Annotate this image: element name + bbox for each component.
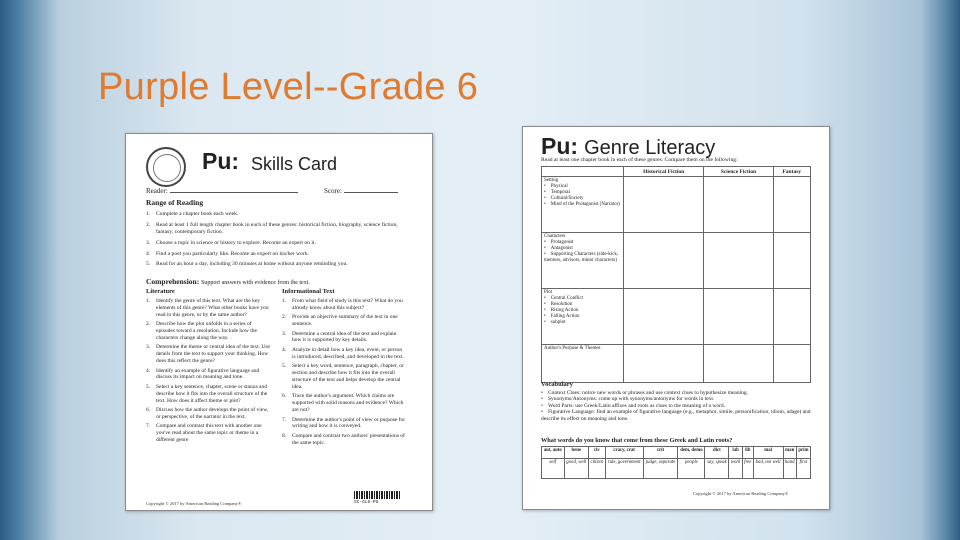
skills-card-title: Skills Card: [251, 154, 338, 174]
genre-row-item: • Mind of the Protagonist (Narrator): [544, 202, 621, 208]
literature-item-num: 2.: [146, 321, 151, 328]
range-list: [146, 211, 408, 272]
range-item: [146, 261, 408, 268]
genre-row-label: Setting: [544, 178, 559, 183]
info-item-num: 1.: [282, 297, 287, 304]
info-item: [282, 314, 406, 328]
meanings-row: [542, 459, 811, 479]
genre-answer-cell[interactable]: [624, 233, 704, 289]
literature-item: [146, 344, 270, 365]
info-text-column: [282, 289, 406, 449]
range-item-num: 4.: [146, 250, 151, 257]
info-item-num: 7.: [282, 416, 287, 423]
genre-instructions: Read at least one chapter book in each of these genres. Compare them on the following:: [541, 157, 738, 163]
literature-item-num: 3.: [146, 344, 151, 351]
range-item-num: 5.: [146, 261, 151, 268]
genre-table-corner: [542, 167, 624, 177]
literature-item: [146, 368, 270, 382]
reader-label: Reader:: [146, 187, 168, 195]
genre-answer-cell[interactable]: [773, 289, 810, 345]
literature-item-num: 1.: [146, 297, 151, 304]
info-item: [282, 363, 406, 391]
genre-row-item: • Protagonist: [544, 240, 621, 246]
literature-item-text: Determine the theme or central idea of the text. Use details from the text to support your thinking. How does this reflect the genre?: [156, 344, 270, 365]
reader-field: [146, 186, 298, 195]
range-item-text: Find a poet you particularly like. Become an expert on his/her work.: [156, 250, 310, 257]
genre-answer-cell[interactable]: [704, 233, 773, 289]
comprehension-text: Support answers with evidence from the text.: [201, 280, 310, 286]
root-cell: dem, demo: [678, 447, 705, 459]
info-item: [282, 347, 406, 361]
genre-row-label-cell: [542, 233, 624, 289]
info-item-text: Analyze in detail how a key idea, event, or person is introduced, described, and developed in the text.: [292, 346, 404, 360]
roots-question: What words do you know that come from these Greek and Latin roots?: [541, 437, 733, 444]
info-item-text: Provide an objective summary of the text in one sentence.: [292, 314, 398, 328]
range-item: [146, 222, 408, 236]
range-item: [146, 240, 408, 247]
genre-answer-cell[interactable]: [704, 289, 773, 345]
root-cell: lab: [729, 447, 742, 459]
meaning-cell: good, well: [564, 459, 589, 479]
genre-table-row: [542, 177, 811, 233]
genre-answer-cell[interactable]: [773, 233, 810, 289]
range-heading: Range of Reading: [146, 198, 204, 207]
genre-col-header: Science Fiction: [704, 167, 773, 177]
literature-item-num: 4.: [146, 367, 151, 374]
genre-row-label-cell: [542, 289, 624, 345]
root-cell: dict: [705, 447, 729, 459]
comprehension-line: [146, 277, 310, 286]
range-item-text: Read at least 1 full length chapter book in each of these genres: historical fiction, biography, science fiction, fantasy, contemporary fiction.: [156, 221, 398, 235]
vocab-heading: Vocabulary: [541, 381, 573, 388]
literature-item: [146, 384, 270, 405]
root-cell: civ: [589, 447, 606, 459]
genre-answer-cell[interactable]: [624, 177, 704, 233]
range-item-text: Choose a topic in science or history to explore. Become an expert on it.: [156, 239, 316, 246]
genre-row-label: Author's Purpose & Themes: [544, 346, 601, 351]
vocab-item: • Context Clues: notice new words or phrases and use context clues to hypothesize meaning.: [541, 390, 813, 397]
genre-table-row: [542, 289, 811, 345]
genre-row-label-cell: [542, 345, 624, 383]
skills-card-page: [125, 133, 433, 511]
genre-row-item: • Supporting Characters (side-kick, mentors, advisors, minor characters): [544, 252, 621, 264]
info-item-text: Compare and contrast two authors' presentations of the same topic.: [292, 432, 405, 446]
range-item: [146, 251, 408, 258]
roots-row: [542, 447, 811, 459]
info-item-text: Determine the author's point of view or purpose for writing and how it is conveyed.: [292, 416, 406, 430]
genre-title-text: Genre Literacy: [584, 137, 716, 159]
literature-item-text: Describe how the plot unfolds in a series of episodes toward a resolution. Include how the characters change along the way.: [156, 321, 257, 341]
info-item-text: Select a key word, sentence, paragraph, chapter, or section and describe how it fits into the overall structure of the text and helps develop the central idea.: [292, 363, 404, 390]
genre-table-header: [542, 167, 811, 177]
range-item: [146, 211, 408, 218]
info-item: [282, 417, 406, 431]
meaning-cell: first: [796, 459, 810, 479]
meaning-cell: people: [678, 459, 705, 479]
seal-icon: [146, 147, 186, 187]
info-item: [282, 331, 406, 345]
genre-row-item: • Antagonist: [544, 246, 621, 252]
genre-row-item: • Central Conflict: [544, 296, 621, 302]
info-list: [282, 298, 406, 447]
genre-answer-cell[interactable]: [624, 289, 704, 345]
literature-item-text: Identify the genre of this text. What are the key elements of this genre? What other books have you read in this genre, or by the same author?: [156, 297, 269, 318]
vocab-item: • Synonyms/Antonyms: come up with synonyms/antonyms for words in text.: [541, 396, 813, 403]
literature-column: [146, 289, 270, 447]
info-item-num: 3.: [282, 330, 287, 337]
literature-item-text: Select a key sentence, chapter, scene or stanza and describe how it fits into the overall structure of the text. How does it affect theme or plot?: [156, 383, 268, 404]
vocab-list: [541, 390, 813, 423]
barcode-number: SC-GL6-PU: [354, 500, 379, 505]
literature-item-text: Identify an example of figurative language and discuss its impact on meaning and tone.: [156, 367, 260, 381]
vocab-item: • Figurative Language: find an example of figurative language (e.g., metaphor, simile, personification, idiom, adage) and describe its effect on meaning and tone.: [541, 409, 813, 422]
genre-row-item: • subplot: [544, 320, 621, 326]
score-line: [344, 186, 398, 193]
info-item: [282, 393, 406, 414]
genre-pu: Pu:: [541, 133, 579, 159]
literature-item: [146, 423, 270, 444]
meaning-cell: hand: [783, 459, 796, 479]
genre-row-items: [544, 296, 621, 326]
info-heading: Informational Text: [282, 288, 335, 295]
genre-answer-cell[interactable]: [704, 345, 773, 383]
genre-row-item: • Resolution: [544, 302, 621, 308]
root-cell: aut, auto: [542, 447, 565, 459]
info-item-num: 4.: [282, 346, 287, 353]
vocab-item: • Word Parts: use Greek/Latin affixes and roots as clues to the meaning of a word.: [541, 403, 813, 410]
genre-row-label: Plot: [544, 290, 553, 295]
genre-table-row: [542, 345, 811, 383]
literature-item-text: Compare and contrast this text with another one you've read about the same topic or theme in a different genre: [156, 423, 262, 444]
skills-copyright: Copyright © 2017 by American Reading Company®: [146, 501, 242, 506]
genre-answer-cell[interactable]: [624, 345, 704, 383]
range-item-text: Complete a chapter book each week.: [156, 211, 239, 217]
literature-item-num: 7.: [146, 423, 151, 430]
genre-table: [541, 166, 811, 383]
genre-row-item: • Physical: [544, 184, 621, 190]
genre-row-label: Characters: [544, 234, 566, 239]
score-label: Score:: [324, 187, 342, 195]
literature-item-num: 6.: [146, 407, 151, 414]
range-item-num: 2.: [146, 221, 151, 228]
literature-item: [146, 298, 270, 319]
info-item: [282, 298, 406, 312]
info-item-text: From what field of study is this text? What do you already know about this subject?: [292, 297, 403, 311]
info-item-num: 6.: [282, 393, 287, 400]
genre-col-header: Historical Fiction: [624, 167, 704, 177]
meaning-cell: work: [729, 459, 742, 479]
meaning-cell: bad, not well: [753, 459, 783, 479]
range-item-text: Read for an hour a day, including 30 minutes at home without anyone reminding you.: [156, 261, 348, 268]
genre-answer-cell[interactable]: [773, 177, 810, 233]
genre-copyright: Copyright © 2017 by American Reading Company®: [693, 491, 789, 496]
literature-list: [146, 298, 270, 444]
range-item-num: 3.: [146, 239, 151, 246]
info-item-num: 8.: [282, 432, 287, 439]
info-item-text: Determine a central idea of the text and explain how it is supported by key details.: [292, 330, 397, 344]
slide-title: Purple Level--Grade 6: [98, 66, 479, 108]
info-item-num: 2.: [282, 314, 287, 321]
root-cell: man: [783, 447, 796, 459]
genre-answer-cell[interactable]: [773, 345, 810, 383]
genre-answer-cell[interactable]: [704, 177, 773, 233]
meaning-cell: rule, government: [605, 459, 643, 479]
genre-row-item: • Cultural/Society: [544, 196, 621, 202]
genre-row-label-cell: [542, 177, 624, 233]
literature-heading: Literature: [146, 288, 175, 295]
info-item-text: Trace the author's argument. Which claims are supported with solid reasons and evidence? Which are not?: [292, 393, 404, 414]
comprehension-heading: Comprehension:: [146, 277, 200, 286]
genre-table-row: [542, 233, 811, 289]
genre-row-items: [544, 184, 621, 208]
meaning-cell: say, speak: [705, 459, 729, 479]
literature-item-text: Discuss how the author develops the point of view, or perspective, of the narrator in the text.: [156, 407, 269, 420]
root-cell: bene: [564, 447, 589, 459]
roots-table: [541, 446, 811, 479]
meaning-cell: citizen: [589, 459, 606, 479]
root-cell: lib: [742, 447, 753, 459]
info-item: [282, 433, 406, 447]
genre-row-item: • Rising Action: [544, 308, 621, 314]
range-item-num: 1.: [146, 211, 151, 217]
genre-literacy-page: [522, 126, 830, 510]
vocabulary-section: [541, 382, 813, 423]
score-field: [324, 186, 398, 195]
barcode: [354, 491, 400, 499]
reader-line: [170, 186, 298, 193]
skills-card-pu: Pu:: [202, 148, 240, 174]
literature-item-num: 5.: [146, 383, 151, 390]
meaning-cell: self: [542, 459, 565, 479]
literature-item: [146, 407, 270, 421]
literature-item: [146, 321, 270, 342]
genre-row-item: • Falling Action: [544, 314, 621, 320]
root-cell: cracy, crat: [605, 447, 643, 459]
meaning-cell: free: [742, 459, 753, 479]
root-cell: prim: [796, 447, 810, 459]
meaning-cell: judge, separate: [643, 459, 678, 479]
info-item-num: 5.: [282, 363, 287, 370]
root-cell: mal: [753, 447, 783, 459]
genre-row-item: • Temporal: [544, 190, 621, 196]
genre-title: [541, 133, 715, 160]
root-cell: crit: [643, 447, 678, 459]
genre-col-header: Fantasy: [773, 167, 810, 177]
genre-row-items: [544, 240, 621, 264]
